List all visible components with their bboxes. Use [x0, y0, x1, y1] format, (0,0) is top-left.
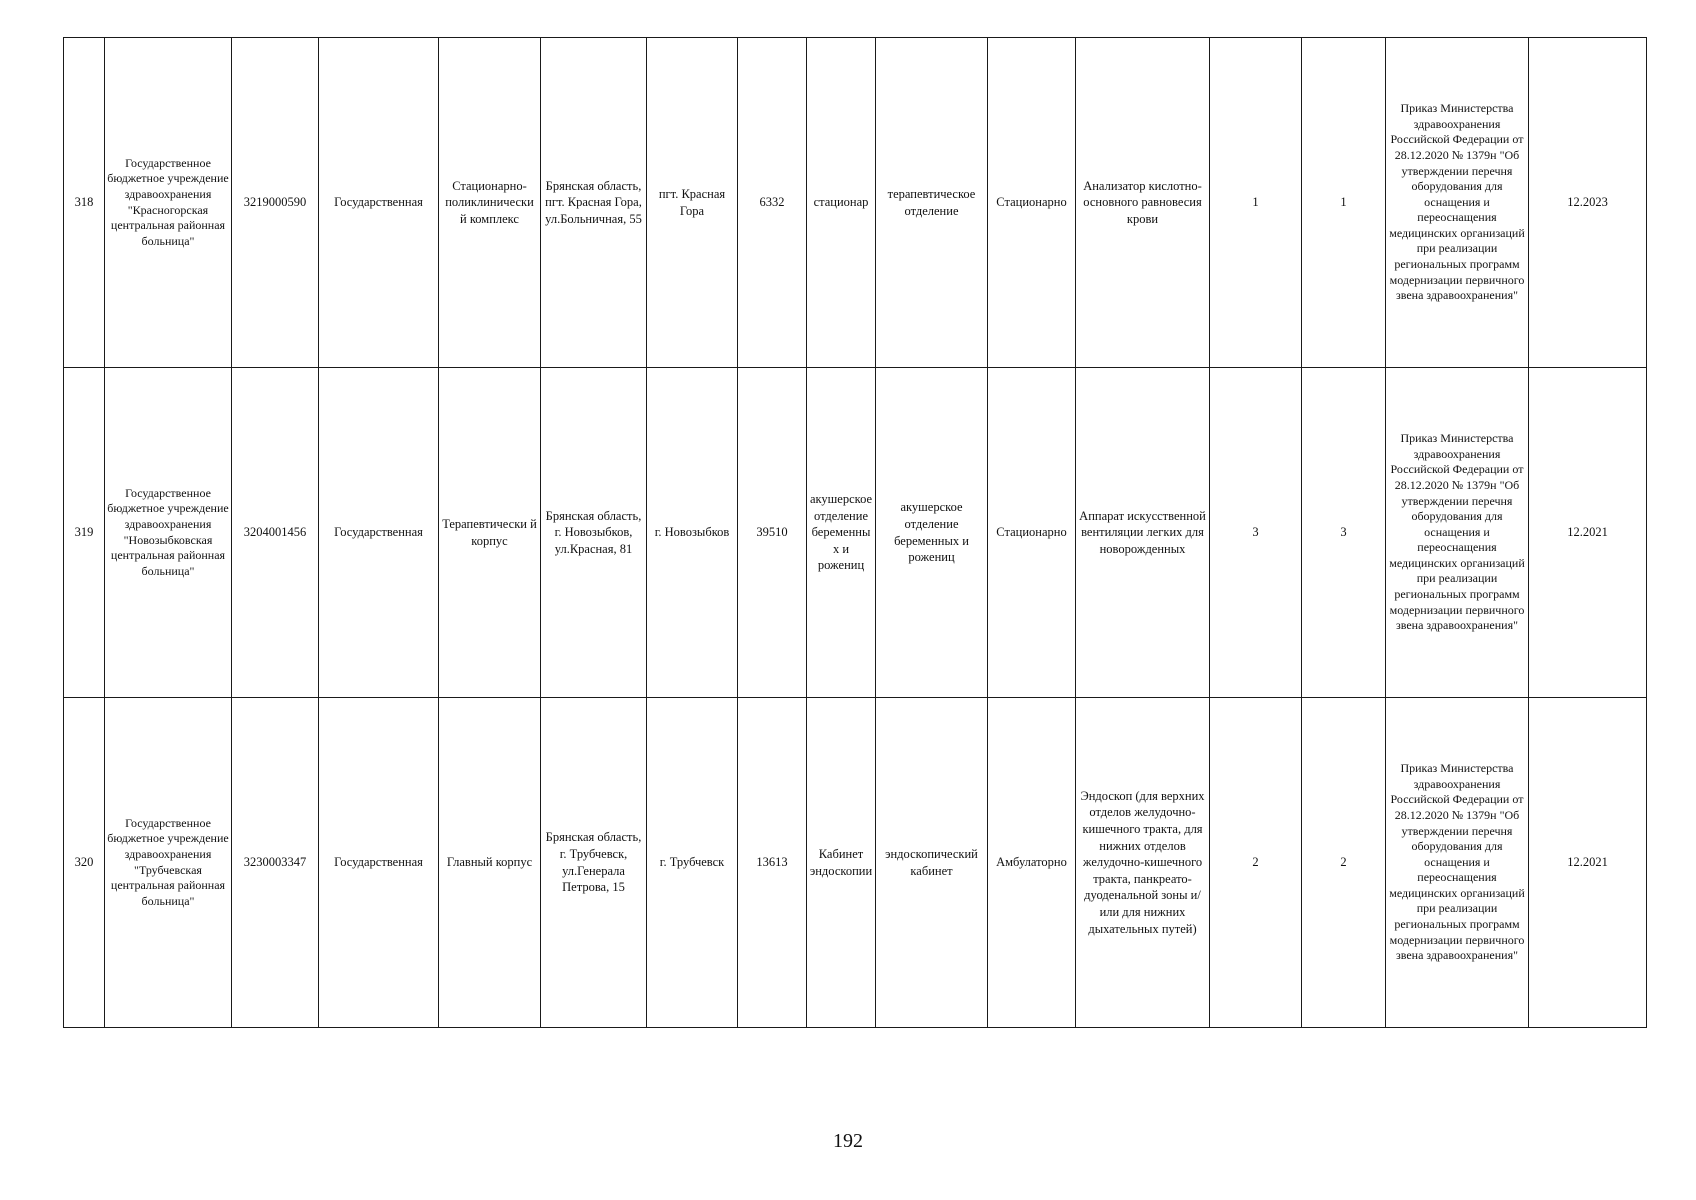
quantity-total: 1: [1302, 38, 1386, 368]
institution-name: Государственное бюджетное учреждение здравоохранения "Новозыбковская центральная районная больница": [105, 368, 232, 698]
quantity-planned: 3: [1210, 368, 1302, 698]
inn-code: 3230003347: [232, 698, 319, 1028]
delivery-date: 12.2021: [1529, 698, 1647, 1028]
quantity-planned: 1: [1210, 38, 1302, 368]
ownership-type: Государственная: [319, 368, 439, 698]
equipment-name: Аппарат искусственной вентиляции легких для новорожденных: [1076, 368, 1210, 698]
quantity-planned: 2: [1210, 698, 1302, 1028]
department-name: терапевтическое отделение: [876, 38, 988, 368]
settlement: г. Трубчевск: [647, 698, 738, 1028]
equipment-name: Анализатор кислотно-основного равновесия крови: [1076, 38, 1210, 368]
regulatory-order: Приказ Министерства здравоохранения Российской Федерации от 28.12.2020 № 1379н "Об утверждении перечня оборудования для оснащения и переоснащения медицинских организаций при реализации региональных программ модернизации первичного звена здравоохранения": [1386, 38, 1529, 368]
department-name: эндоскопический кабинет: [876, 698, 988, 1028]
address: Брянская область, г. Трубчевск, ул.Генерала Петрова, 15: [541, 698, 647, 1028]
equipment-table-section: [63, 37, 1646, 1028]
settlement: г. Новозыбков: [647, 368, 738, 698]
regulatory-order: Приказ Министерства здравоохранения Российской Федерации от 28.12.2020 № 1379н "Об утверждении перечня оборудования для оснащения и переоснащения медицинских организаций при реализации региональных программ модернизации первичного звена здравоохранения": [1386, 368, 1529, 698]
page-number: 192: [833, 1130, 863, 1152]
settlement: пгт. Красная Гора: [647, 38, 738, 368]
row-number: 320: [64, 698, 105, 1028]
unit-name: акушерское отделение беременны х и рожениц: [807, 368, 876, 698]
unit-name: Кабинет эндоскопии: [807, 698, 876, 1028]
department-name: акушерское отделение беременных и рожениц: [876, 368, 988, 698]
table-row: [64, 38, 1647, 368]
row-number: 318: [64, 38, 105, 368]
institution-name: Государственное бюджетное учреждение здравоохранения "Трубчевская центральная районная больница": [105, 698, 232, 1028]
quantity-total: 2: [1302, 698, 1386, 1028]
ownership-type: Государственная: [319, 38, 439, 368]
unit-name: стационар: [807, 38, 876, 368]
regulatory-order: Приказ Министерства здравоохранения Российской Федерации от 28.12.2020 № 1379н "Об утверждении перечня оборудования для оснащения и переоснащения медицинских организаций при реализации региональных программ модернизации первичного звена здравоохранения": [1386, 698, 1529, 1028]
ownership-type: Государственная: [319, 698, 439, 1028]
institution-name: Государственное бюджетное учреждение здравоохранения "Красногорская центральная районная больница": [105, 38, 232, 368]
row-number: 319: [64, 368, 105, 698]
delivery-date: 12.2021: [1529, 368, 1647, 698]
settlement-code: 6332: [738, 38, 807, 368]
care-form: Амбулаторно: [988, 698, 1076, 1028]
building-name: Главный корпус: [439, 698, 541, 1028]
inn-code: 3204001456: [232, 368, 319, 698]
table-row: [64, 698, 1647, 1028]
building-name: Стационарно-поликлинически й комплекс: [439, 38, 541, 368]
address: Брянская область, пгт. Красная Гора, ул.Больничная, 55: [541, 38, 647, 368]
inn-code: 3219000590: [232, 38, 319, 368]
equipment-name: Эндоскоп (для верхних отделов желудочно-кишечного тракта, для нижних отделов желудочно-кишечного тракта, панкреато-дуоденальной зоны и/или для нижних дыхательных путей): [1076, 698, 1210, 1028]
care-form: Стационарно: [988, 368, 1076, 698]
settlement-code: 13613: [738, 698, 807, 1028]
delivery-date: 12.2023: [1529, 38, 1647, 368]
equipment-table: [63, 37, 1647, 1028]
address: Брянская область, г. Новозыбков, ул.Красная, 81: [541, 368, 647, 698]
quantity-total: 3: [1302, 368, 1386, 698]
settlement-code: 39510: [738, 368, 807, 698]
building-name: Терапевтически й корпус: [439, 368, 541, 698]
table-row: [64, 368, 1647, 698]
care-form: Стационарно: [988, 38, 1076, 368]
